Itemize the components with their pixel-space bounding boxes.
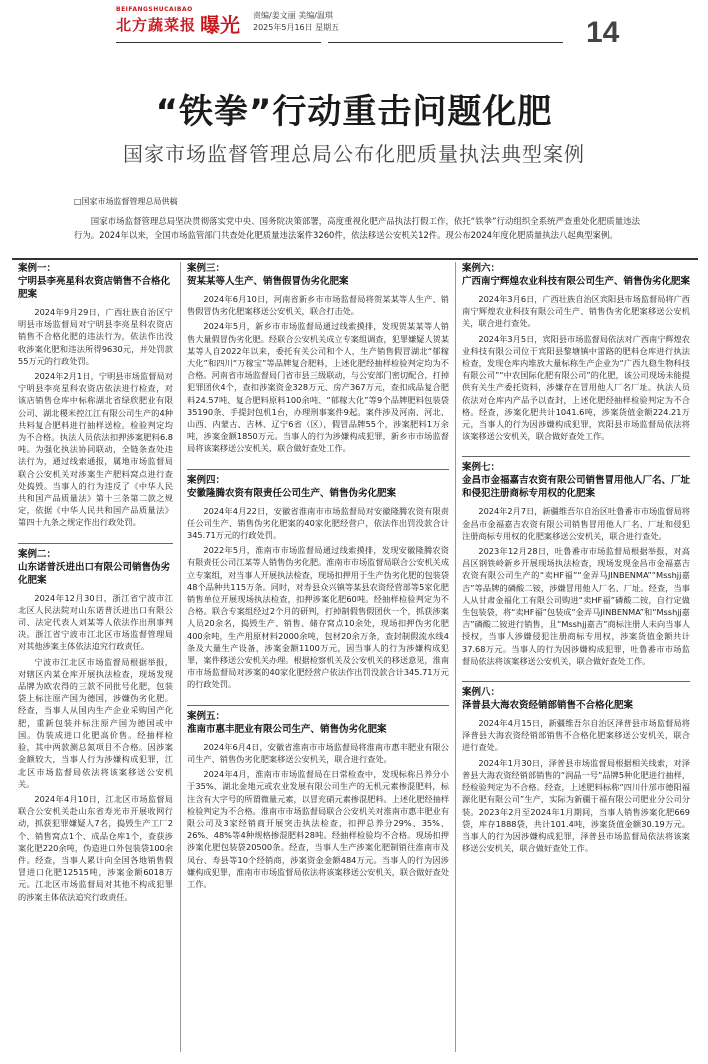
case-paragraph: 2024年9月29日，广西壮族自治区宁明县市场监督局对宁明县李亮星科农资店销售不合格化肥的违法行为，依法作出没收涉案化肥和违法所得9630元，并处罚款55万元的行政处罚。 (18, 307, 173, 366)
column-1 (18, 262, 173, 917)
case-block (187, 705, 449, 890)
case-paragraph: 2024年3月6日，广西壮族自治区宾阳县市场监督局将广西南宁辉煌农业科技有限公司生产、销售伪劣化肥案移送公安机关，联合进行查处。 (462, 294, 690, 329)
case-block (462, 456, 690, 667)
case-title: 广西南宁辉煌农业科技有限公司生产、销售伪劣化肥案 (462, 276, 691, 287)
case-number: 案例七： (462, 462, 501, 474)
case-paragraph: 2023年12月28日，吐鲁番市市场监督局根据举报，对高昌区钢铁岭新乡开展现场执法检查，现场发现金昌市金福嘉吉农资有限公司生产的“卖HF福”“金弄马JINBENMA”“Msshjj嘉吉”等品牌的磷酸二铵，涉嫌冒用他人厂名、厂址。经查，当事人从甘肃金福化工有限公司购进“卖HF福”磷酸二铵，自行定做生包装袋，将“卖HF福”包装成“金弄马JINBENMA”和“Msshjj嘉吉”磷酸二铵进行销售，且“Msshjj嘉吉”商标注册人未向当事人授权，当事人涉嫌侵犯注册商标专用权，涉案货值金额共计37.68万元。当事人的行为因涉嫌构成犯罪，吐鲁番市市场监督局依法将该案移送公安机关，联合做好查处工作。 (462, 546, 690, 666)
case-title: 金昌市金福嘉吉农资有限公司销售冒用他人厂名、厂址和侵犯注册商标专用权的化肥案 (462, 475, 691, 500)
case-paragraph: 2024年4月15日，新疆维吾尔自治区泽普县市场监督局将泽普县大海农资经销部销售不合格化肥案移送公安机关，联合进行查处。 (462, 718, 690, 753)
masthead-rule-left (116, 42, 321, 43)
case-paragraph: 2024年6月4日，安徽省淮南市市场监督局将淮南市惠丰肥业有限公司生产、销售伪劣化肥案移送公安机关，联合进行查处。 (187, 741, 449, 764)
case-number: 案例五： (187, 710, 226, 722)
case-rule (187, 705, 449, 706)
case-block (462, 262, 690, 442)
case-paragraph: 2024年4月22日，安徽省淮南市市场监督局对安徽隆腾农资有限责任公司生产、销售伪劣化肥案的40家化肥经营户，依法作出罚没款合计345.71万元的行政处罚。 (187, 505, 449, 541)
case-block (187, 262, 449, 455)
section-separator (12, 258, 698, 260)
case-paragraph: 2024年2月1日，宁明县市场监督局对宁明县李亮星科农资店依法进行检查，对该店销售仓库中标称湖北省绿欣肥业有限公司、湖北稷米控江江有限公司生产的4种共料复合肥料进行抽样送检。检验判定均为不合格。执法人员依法扣押涉案肥料6.8吨。为强化执法协同联动，全链条查处违法行为，通过线索通报，属地市场监督局联合公安机关对涉案生产肥料窝点进行查处捣毁。当事人的行为违反了《中华人民共和国产品质量法》第十三条第二款之规定，依据《中华人民共和国产品质量法》第四十九条之规定作出行政处罚。 (18, 371, 173, 528)
case-paragraph: 2024年6月10日，河南省新乡市市场监督局将贺某某等人生产、销售假冒伪劣化肥案移送公安机关，联合打击处。 (187, 294, 449, 317)
case-number: 案例八： (462, 687, 501, 699)
paper-logo: 北方蔬菜报 (116, 16, 197, 34)
masthead (0, 0, 708, 52)
case-block (18, 262, 173, 529)
case-rule (462, 681, 690, 682)
case-paragraph: 2024年3月5日，宾阳县市场监督局依法对广西南宁辉煌农业科技有限公司位于宾阳县黎塘镇中雷路的肥料仓库进行执法检查，发现仓库内堆放大量标称生产企业为“广西九稳生物科技有限公司”“中农国际化肥有限公司”的化肥，该公司现场未能提供有关生产委托资料，涉嫌存在冒用他人厂名厂址。执法人员依法对仓库内产品予以查封，上述化肥经抽样检验判定为不合格。经查，涉案化肥共计1041.6吨，涉案货值金额224.21万元，当事人的行为因涉嫌构成犯罪，宾阳县市场监督局依法将该案移送公安机关，联合做好查处工作。 (462, 333, 690, 442)
column-2 (187, 262, 449, 904)
page-number: 14 (586, 16, 620, 49)
lead-paragraph: 国家市场监督管理总局坚决贯彻落实党中央、国务院决策部署，高度重视化肥产品执法打假工作，依托“铁拳”行动组织全系统严查重处化肥质量违法行为。2024年以来，全国市场监管部门共查处化肥质量违法案件3260件，依法移送公安机关12件。现公布2024年度化肥质量执法八起典型案例。 (74, 216, 640, 240)
case-rule (462, 456, 690, 457)
issue-date: 2025年5月16日 星期五 (253, 23, 340, 32)
editor-credits: 责编/姜文丽 美编/温琪 (253, 11, 333, 20)
case-paragraph: 2024年4月，淮南市市场监督局在日常检查中，发现标称吕养分小于35%、湖北金地元或农业发展有限公司生产的无机元素掺混肥料，标注含有大字号的所谓微量元素，以冒充硝元素掺混肥料。上述化肥经抽样检验判定为不合格。淮南市市场监督局联合公安机关对淮南市惠丰肥业有限公司及3家经销商开展突击执法检查，扣押总养分29%、35%、26%、48%等4种规格掺混肥料28吨。经抽样检验均不合格。现场扣押涉案化肥包装袋20500条。经查，当事人生产涉案化肥制销往淮南市及凤台、寿县等10个经销商，涉案资金金额484万元。当事人的行为因涉嫌构成犯罪，淮南市市场监督局依法将该案移送公安机关，联合做好查处工作。 (187, 769, 450, 889)
case-number: 案例二： (18, 548, 57, 560)
case-rule (18, 543, 173, 544)
case-number: 案例六： (462, 263, 501, 274)
column-divider (455, 262, 456, 1052)
case-paragraph: 2024年12月30日，浙江省宁波市江北区人民法院对山东诺普沃进出口有限公司、法定代表人刘某等人依法作出刑事判决。浙江省宁波市江北区市场监督管理局对其他涉案主体依法追究行政责任。 (18, 592, 173, 652)
case-title: 泽普县大海农资经销部销售不合格化肥案 (462, 700, 634, 712)
case-paragraph: 宁波市江北区市场监督局根据举报，对辖区内某仓库开展执法检查，现场发现品牌为欧农得的三款不同批号化肥，包装袋上标注原产国为德国，涉嫌伪劣化肥。经查，当事人从国内生产企业采购国产化肥，重新包装并标注原产国为德国或中国。伪装成进口化肥高价售。经抽样检验，其中两款测总氮项目不合格。因涉案金额较大，当事人行为涉嫌构成犯罪，江北区市场监督局依法将该案移送公安机关。 (18, 656, 173, 789)
masthead-rule (328, 42, 563, 43)
case-paragraph: 2022年5月，淮南市市场监督局通过线索摸排，发现安徽隆腾农资有限责任公司江某等人销售伪劣化肥。淮南市市场监督局联合公安机关成立专案组，对当事人开展执法检查，现场扣押用于生产伪劣化肥的包装袋48个品种共115万条。同时，对寿县众兴镇等某县农资经营部等5家化肥销售单位开展现场执法检查，扣押涉案化肥60吨。经抽样检验判定为不合格。联合专案组经过2个月的研判，打掉制假售假团伙一个，抓获涉案人员20余名，捣毁生产、销售、储存窝点10余处，现场扣押伪劣化肥400余吨，生产用原材料2000余吨，包材20余万条，查封制假流水线4条及大量生产设备，涉案金额1100万元，因当事人的行为涉嫌构成犯罪，案件移送公安机关办理。根据检察机关及公安机关的移送意见，淮南市市场监督局对涉案的40家化肥经营户依法作出罚没款合计345.71万元的行政处罚。 (187, 545, 450, 690)
case-block (462, 681, 690, 854)
case-number: 案例四： (187, 474, 226, 486)
subheadline: 国家市场监督管理总局公布化肥质量执法典型案例 (123, 142, 585, 166)
case-paragraph: 2024年4月10日，江北区市场监督局联合公安机关赴山东省寿光市开展收网行动，抓获犯罪嫌疑人7名，捣毁生产工厂2个、销售窝点1个、成品仓库1个，查获涉案化肥220余吨，伪造进口外包装袋100余件。经查，当事人累计向全国各地销售假冒进口化肥12515吨，涉案金额6018万元。江北区市场监督局对其他不构成犯罪的涉案主体依法追究行政责任。 (18, 793, 173, 902)
case-title: 贺某某等人生产、销售假冒伪劣化肥案 (187, 276, 349, 287)
column-3 (462, 262, 690, 868)
case-block (187, 469, 449, 691)
section-name: 曝光 (200, 13, 240, 37)
case-paragraph: 2024年5月，新乡市市场监督局通过线索摸排，发现贺某某等人销售大量假冒伪劣化肥。经联合公安机关成立专案组调查，犯罪嫌疑人贺某某等人自2022年以来，委托有关公司和个人，生产销售假冒湖北“郁稼大化”和四川“万稼宝”等品牌复合肥料，上述化肥经抽样检验判定均为不合格。河南省市场监督局门省市县三级联动，与公安部门密切配合，打掉犯罪团伙4个，查扣涉案资金328万元、房产367万元，查扣成品复合肥料24.57吨、复合肥料原料100余吨、“郁稼大化”等9个品牌肥料包装袋35190条、手提封包机1台，办理刑事案件9起。案件涉及河南、河北、山西、内蒙古、吉林、辽宁6省（区），假冒品牌55个，涉案肥料1万余吨，涉案金额1850万元。当事人的行为涉嫌构成犯罪，新乡市市场监督局将该案移送公安机关，联合做好查处工作。 (187, 321, 450, 454)
column-divider (180, 262, 181, 1052)
case-paragraph: 2024年1月30日，泽普县市场监督局根据相关线索，对泽普县大海农资经销部销售的“润晶一号”品牌5种化肥进行抽样，经检验判定为不合格。经查，上述肥料标称“四川什邡市德阳福源化肥有限公司”生产，实际为新疆于福有限公司肥业分公司分装。2023年2月至2024年1月期间，当事人销售涉案化肥669袋，库存1888袋，共计101.4吨，涉案货值金额30.19万元。当事人的行为因涉嫌构成犯罪，泽普县市场监督局依法将该案移送公安机关，联合做好查处工作。 (462, 757, 690, 854)
paper-pinyin: BEIFANGSHUCAIBAO (116, 6, 193, 13)
case-number: 案例一： (18, 263, 57, 274)
case-number: 案例三： (187, 263, 226, 274)
case-title: 宁明县李亮星科农资店销售不合格化肥案 (18, 276, 171, 300)
source-credit: □国家市场监督管理总局供稿 (74, 197, 178, 206)
case-title: 淮南市惠丰肥业有限公司生产、销售伪劣化肥案 (187, 723, 387, 735)
headline: “铁拳”行动重击问题化肥 (155, 92, 553, 132)
case-title: 安徽隆腾农资有限责任公司生产、销售伪劣化肥案 (187, 487, 397, 499)
case-title: 山东诺普沃进出口有限公司销售伪劣化肥案 (18, 561, 171, 586)
case-paragraph: 2024年2月7日，新疆维吾尔自治区吐鲁番市市场监督局将金昌市金福嘉吉农资有限公司销售冒用他人厂名、厂址和侵犯注册商标专用权的化肥案移送公安机关，联合进行查处。 (462, 506, 690, 541)
case-block (18, 543, 173, 903)
case-rule (187, 469, 449, 470)
